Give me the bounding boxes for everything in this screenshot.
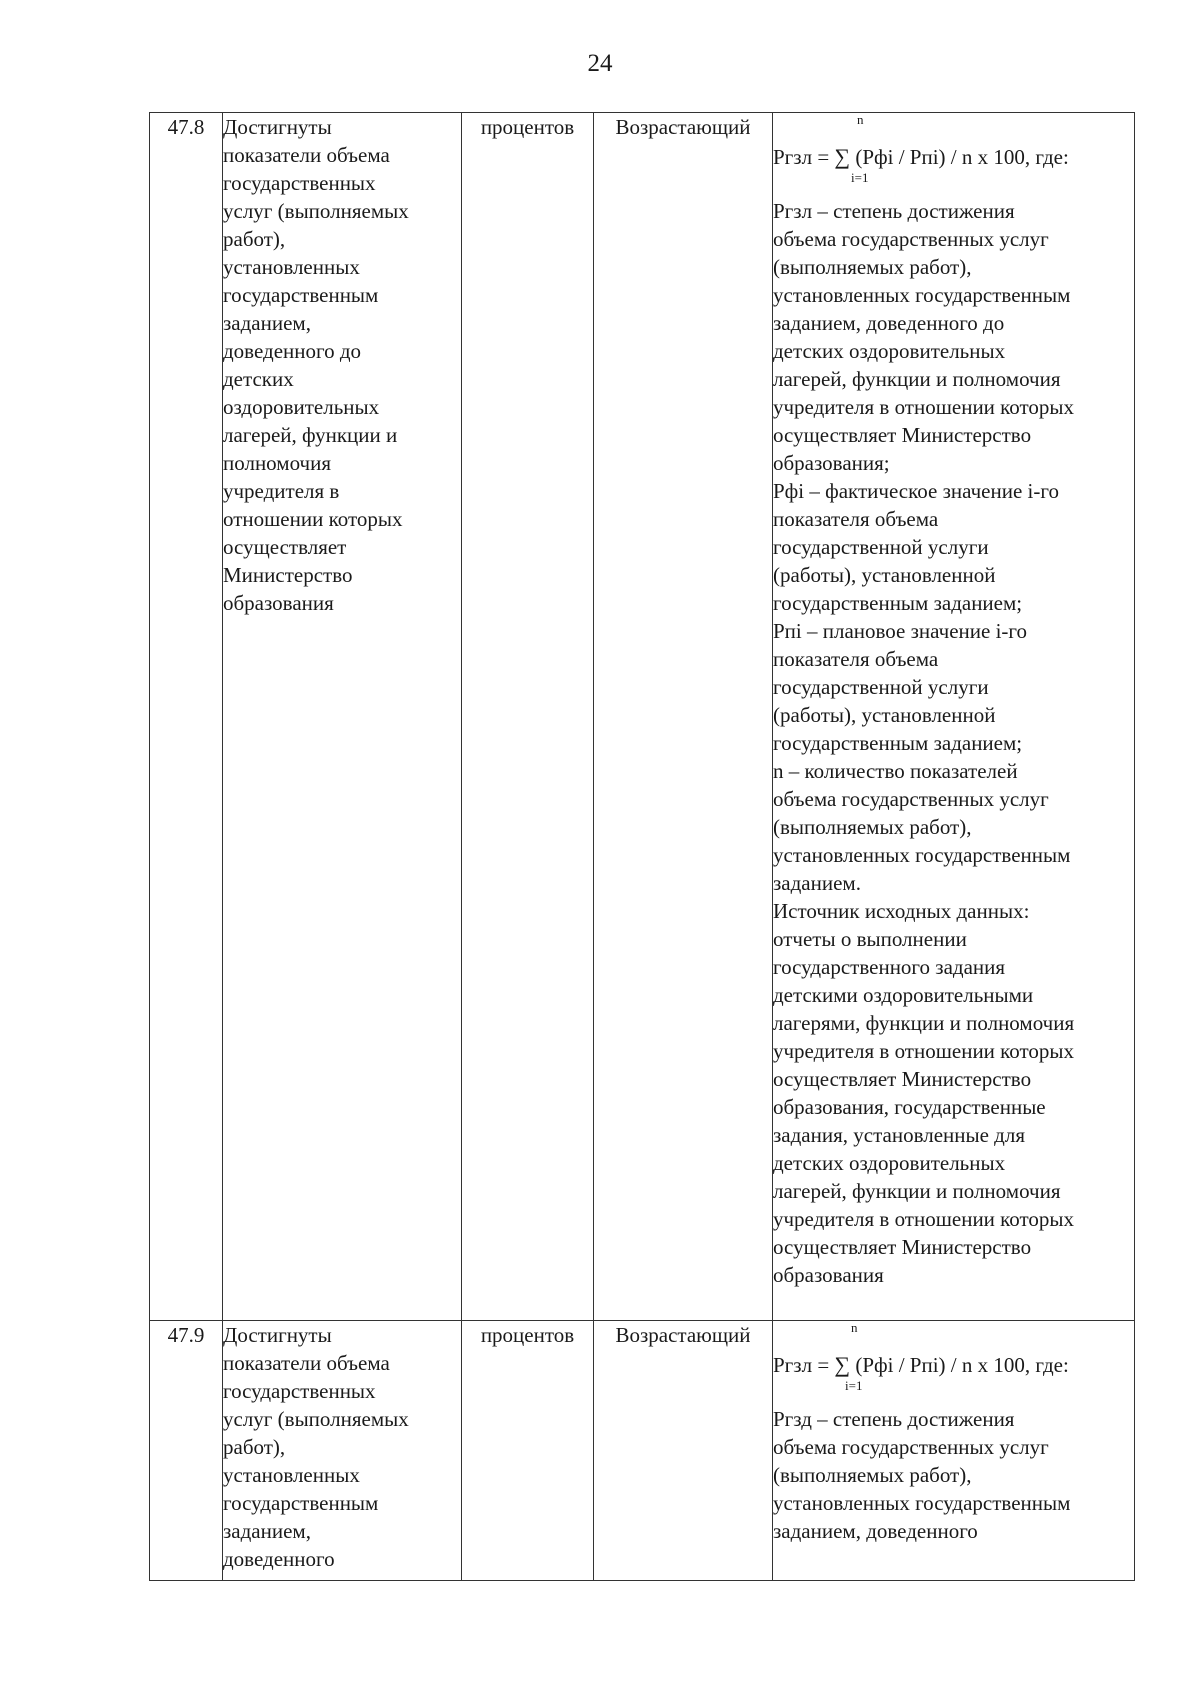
formula-block [773,113,1134,197]
unit-of-measure: процентов [462,1321,594,1581]
formula-block [773,1321,1134,1405]
sum-lower-limit: i=1 [845,1378,863,1393]
page-number: 24 [587,50,613,77]
table-row [150,1321,1135,1581]
formula-description: Ргзд – степень достижения объема государственных услуг (выполняемых работ), установленных государственным заданием, доведенного [773,1407,1071,1543]
calculation-method [773,113,1135,1321]
indicator-name: Достигнуты показатели объема государственных услуг (выполняемых работ), установленных государственным заданием, доведенного до детских оздоровительных лагерей, функции и полномочия учредителя в отношении которых осуществляет Министерство образования [223,113,462,1321]
indicator-table [149,112,1135,1581]
row-number: 47.9 [150,1321,223,1581]
row-number: 47.8 [150,113,223,1321]
formula-expression [773,143,1069,171]
indicator-name: Достигнуты показатели объема государственных услуг (выполняемых работ), установленных государственным заданием, доведенного [223,1321,462,1581]
sum-upper-limit: n [857,112,864,127]
sigma-symbol: ∑ [834,144,851,169]
formula-expression [773,1351,1069,1379]
calculation-method [773,1321,1135,1581]
table-row [150,113,1135,1321]
sum-lower-limit: i=1 [851,170,869,185]
sigma-symbol: ∑ [834,1352,851,1377]
trend-direction: Возрастающий [594,1321,773,1581]
formula-lhs: Pгзл = [773,1353,835,1377]
formula-rhs: (Рфi / Рпi) / n x 100, где: [850,1353,1069,1377]
trend-direction: Возрастающий [594,113,773,1321]
formula-rhs: (Рфi / Рпi) / n x 100, где: [850,145,1069,169]
unit-of-measure: процентов [462,113,594,1321]
formula-lhs: Pгзл = [773,145,835,169]
formula-description: Ргзл – степень достижения объема государственных услуг (выполняемых работ), установленных государственным заданием, доведенного до детских оздоровительных лагерей, функции и полномочия учредителя в отношении которых осуществляет Министерство образования; Рфi – фактическое значение i-го показателя объема государственной услуги (работы), установленной государственным заданием; Рпi – плановое значение i-го показателя объема государственной услуги (работы), установленной государственным заданием; n – количество показателей объема государственных услуг (выполняемых работ), установленных государственным заданием. Источник исходных данных: отчеты о выполнении государственного задания детскими оздоровительными лагерями, функции и полномочия учредителя в отношении которых осуществляет Министерство образования, государственные задания, установленные для детских оздоровительных лагерей, функции и полномочия учредителя в отношении которых осуществляет Министерство образования [773,199,1075,1287]
sum-upper-limit: n [851,1320,858,1335]
